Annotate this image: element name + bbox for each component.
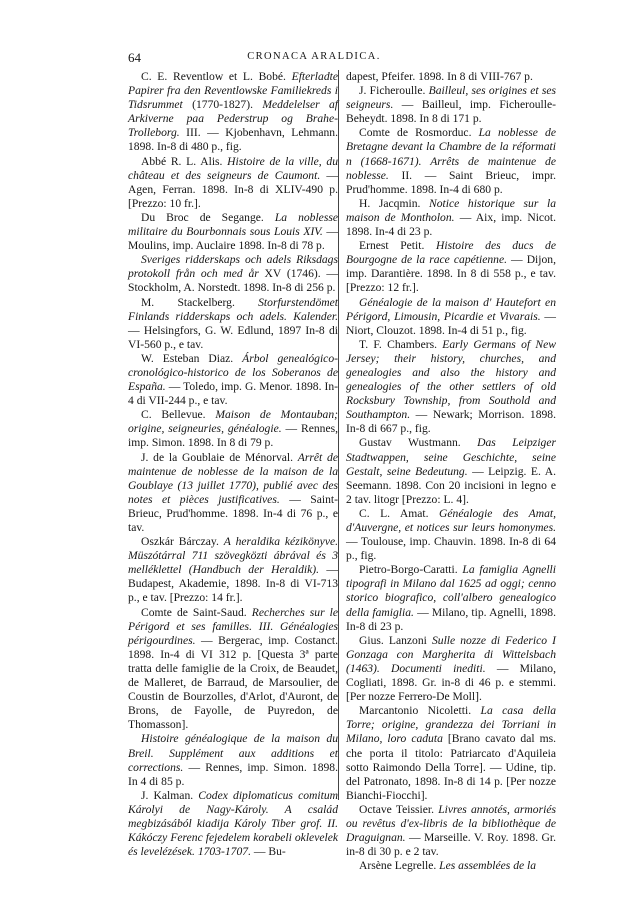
entry-imprint: (1770-1827). — [182, 98, 263, 112]
entry-imprint: — Bailleul, imp. Ficheroulle-Beheydt. 1898. In 8 di 171 p. — [346, 98, 556, 126]
bibliography-entry — [346, 507, 556, 563]
entry-title: Généalogie des Amat, d'Auvergne, et notices sur leurs homonymes. — [346, 506, 556, 534]
entry-imprint: — Saint-Brieuc, Prud'homme. 1898. In-4 di 76 p., e tav. — [128, 492, 338, 534]
column-divider — [338, 70, 339, 800]
entry-title: Árbol genealógico-cronológico-historico de los Soberanos de España. — [128, 351, 338, 394]
page-number: 64 — [128, 50, 141, 65]
bibliography-entry — [346, 338, 556, 437]
bibliography-entry — [346, 70, 556, 84]
entry-author: Du Broc de Segange. — [141, 210, 275, 224]
bibliography-entry — [346, 704, 556, 803]
entry-title: La noblesse de Bretagne devant la Chambre de la réformati n (1668-1671). Arrêts de maintenue de noblesse. — [346, 126, 556, 182]
bibliography-entry — [128, 70, 338, 155]
bibliography-entry — [128, 408, 338, 450]
entry-author: Gius. Lanzoni — [359, 633, 432, 647]
bibliography-entry — [346, 563, 556, 633]
entry-author: M. Stackelberg. — [141, 295, 259, 309]
entry-imprint: III. — Kjobenhavn, Lehmann. 1898. In-8 di 480 p., fig. — [128, 126, 338, 154]
entry-title: Livres annotés, armoriés ou revêtus d'ex-libris de la bibliothèque de Draguignan. — [346, 802, 556, 845]
entry-imprint: — Dijon, imp. Darantière. 1898. In 8 di 558 p., e tav. [Prezzo: 12 fr.]. — [346, 253, 556, 295]
entry-imprint: — Toulouse, imp. Chauvin. 1898. In-8 di 64 p., fig. — [346, 535, 556, 563]
entry-imprint: — Milano, Cogliati, 1898. Gr. in-8 di 46 p. e stemmi. [Per nozze Ferrero-De Moll]. — [346, 661, 556, 704]
entry-title: Maison de Montauban; origine, seigneuries, généalogie. — [128, 408, 338, 436]
entry-title: Notice historique sur la maison de Montholon. — [346, 196, 556, 224]
entry-imprint: — Rennes, imp. Simon. 1898. In 8 di 79 p. — [128, 422, 339, 450]
entry-imprint: — Marseille. V. Roy. 1898. Gr. in-8 di 30 p. e 2 tav. — [346, 831, 556, 859]
entry-title: Histoire de la ville, du château et des seigneurs de Caumont. — [128, 154, 339, 182]
entry-title: Storfurstendömet Finlands ridderskaps och adels. Kalender. — [128, 295, 338, 323]
bibliography-entry — [346, 197, 556, 239]
entry-imprint: — Agen, Ferran. 1898. In-8 di XLIV-490 p. [Prezzo: 10 fr.]. — [128, 168, 338, 210]
entry-imprint: — Milano, tip. Agnelli, 1898. In-8 di 23 p. — [346, 605, 556, 633]
entry-title: Histoire généalogique de la maison du Breil. Supplément aux additions et corrections. — [128, 732, 338, 774]
entry-author: J. Ficheroulle. — [359, 84, 429, 98]
left-column — [128, 70, 338, 859]
entry-author: Gustav Wustmann. — [359, 436, 478, 450]
entry-imprint: — Leipzig. E. A. Seemann. 1898. Con 20 incisioni in legno e 2 tav. litogr [Prezzo: L. 4]. — [346, 464, 556, 506]
bibliography-entry — [128, 296, 338, 352]
entry-author: T. F. Chambers. — [359, 337, 443, 351]
entry-imprint: — Bergerac, imp. Costanct. 1898. In-4 di VI 312 p. [Questa 3ª parte tratta delle famiglie de la Croix, de Beaudet, de Malleret, de Barraud, de Marsoulier, de Coustin de Bourzolles, d'Arlot, d'Auront, de Brons, de Fayolle, de Puyredon, de Thomasson]. — [128, 633, 338, 732]
bibliography-entry — [346, 634, 556, 704]
entry-author: C. Bellevue. — [141, 408, 216, 422]
bibliography-entry — [128, 253, 338, 295]
entry-title: Recherches sur le Périgord et ses familles. III. Généalogies périgourdines. — [128, 605, 339, 647]
bibliography-entry — [346, 296, 556, 338]
entry-imprint: — Niort, Clouzot. 1898. In-4 di 51 p., fig. — [346, 309, 556, 337]
entry-title: Arrêt de maintenue de noblesse de la maison de la Goublaye (13 juillet 1770), publié avec des notes et pièces justificatives. — [128, 450, 338, 506]
entry-imprint: XV (1746). — Stockholm, A. Norstedt. 1898. In-8 di 256 p. — [128, 267, 338, 295]
entry-author: H. Jacqmin. — [359, 196, 430, 210]
entry-title: La famiglia Agnelli tipografi in Milano dal 1625 ad oggi; cenno storico biografico, coll'albero genealogico della famiglia. — [346, 563, 556, 619]
entry-author: Pietro-Borgo-Caratti. — [359, 563, 463, 577]
bibliography-entry — [128, 352, 338, 408]
bibliography-entry — [128, 155, 338, 211]
entry-title: La casa della Torre; origine, grandezza dei Torriani in Milano, loro caduta — [346, 704, 556, 746]
entry-title: Das Leipziger Stadtwappen, seine Geschichte, seine Gestalt, seine Bedeutung. — [346, 436, 556, 478]
entry-title: Généalogie de la maison d' Hautefort en Périgord, Limousin, Picardie et Vivarais. — [346, 295, 556, 323]
entry-imprint: — Aix, imp. Nicot. 1898. In-4 di 23 p. — [346, 210, 556, 239]
entry-imprint: — Toledo, imp. G. Menor. 1898. In-4 di VII-244 p., e tav. — [128, 380, 338, 408]
entry-author: Arsène Legrelle. — [359, 859, 440, 873]
entry-author: Ernest Petit. — [359, 239, 436, 253]
bibliography-entry — [128, 732, 338, 788]
entry-title: Les assemblées de la — [439, 859, 537, 873]
entry-author: Comte de Rosmorduc. — [359, 126, 479, 140]
entry-author: C. E. Reventlow et L. Bobé. — [141, 70, 292, 83]
entry-title: La noblesse militaire du Bourbonnais sous Louis XIV. — [128, 210, 338, 239]
entry-imprint: — Budapest, Akademie, 1898. In-8 di VI-713 p., e tav. [Prezzo: 14 fr.]. — [128, 563, 338, 605]
bibliography-entry — [346, 803, 556, 859]
entry-title: Sulle nozze di Federico I Gonzaga con Margherita di Wittelsbach (1463). Documenti inediti. — [346, 633, 556, 675]
bibliography-entry — [346, 126, 556, 196]
entry-author: dapest, Pfeifer. 1898. In 8 di VIII-767 p. — [346, 70, 533, 83]
entry-imprint: — Moulins, imp. Auclaire 1898. In-8 di 78 p. — [128, 225, 338, 253]
entry-author: Octave Teissier. — [359, 802, 439, 816]
entry-author: C. L. Amat. — [359, 506, 440, 520]
entry-imprint: — Helsingfors, G. W. Edlund, 1897 In-8 di VI-560 p., e tav. — [128, 323, 338, 351]
entry-imprint: — Bu- — [250, 845, 286, 859]
entry-author: W. Esteban Diaz. — [141, 351, 243, 365]
entry-author: Marcantonio Nicoletti. — [359, 704, 481, 718]
entry-title: Sveriges ridderskaps och adels Riksdags protokoll från och med år — [128, 253, 338, 281]
right-column — [346, 70, 556, 873]
entry-imprint: II. — Saint Brieuc, impr. Prud'homme. 1898. In-4 di 680 p. — [346, 168, 556, 196]
entry-author: Comte de Saint-Saud. — [141, 605, 252, 619]
bibliography-entry — [346, 84, 556, 126]
running-title: CRONACA ARALDICA. — [247, 51, 381, 62]
bibliography-entry — [346, 436, 556, 506]
entry-author: Abbé R. L. Alis. — [141, 154, 228, 168]
entry-title: Early Germans of New Jersey; their history, churches, and genealogies and also the history and genealogies of the other settlers of old Rocksbury Township, from Southold and Southampton. — [346, 337, 557, 422]
entry-title: Codex diplomaticus comitum Károlyi de Nagy-Károly. A család megbizásából kiadija Károly Tiber grof. II. Kákóczy Ferenc fejedelem korabeli oklevelek és levelézések. 1703-1707. — [128, 788, 338, 859]
bibliography-entry — [346, 239, 556, 295]
entry-author: J. de la Goublaie de Ménorval. — [141, 450, 298, 464]
bibliography-entry — [128, 606, 338, 733]
entry-imprint: — Rennes, imp. Simon. 1898. In 4 di 85 p. — [128, 760, 338, 788]
entry-title: Meddelelser af Arkiverne paa Pederstrup og Brahe-Trolleborg. — [128, 98, 338, 140]
entry-title: Bailleul, ses origines et ses seigneurs. — [346, 84, 556, 112]
entry-title: Efterladte Papirer fra den Reventlowske Familiekreds i Tidsrummet — [128, 70, 338, 112]
bibliography-entry — [128, 789, 338, 859]
entry-imprint: [Brano cavato dal ms. che porta il titolo: Patriarcato d'Aquileia sotto Raimondo Della Torre]. — Udine, tip. del Patronato, 1898. In-8 di 14 p. [Per nozze Bianchi-Fiocchi]. — [346, 732, 557, 802]
bibliography-entry — [128, 451, 338, 536]
bibliography-entry — [128, 535, 338, 605]
entry-author: J. Kalman. — [141, 788, 199, 802]
entry-title: Histoire des ducs de Bourgogne de la race capétienne. — [346, 239, 557, 267]
bibliography-entry — [346, 859, 556, 873]
entry-title: A heraldika kézikönyve. Müszótárral 711 szövegközti ábrával és 3 melléklettel (Handbuch der Heraldik). — [128, 535, 339, 577]
bibliography-entry — [128, 211, 338, 253]
entry-author: Oszkár Bárczay. — [141, 535, 224, 549]
entry-imprint: — Newark; Morrison. 1898. In-8 di 667 p., fig. — [346, 408, 556, 436]
